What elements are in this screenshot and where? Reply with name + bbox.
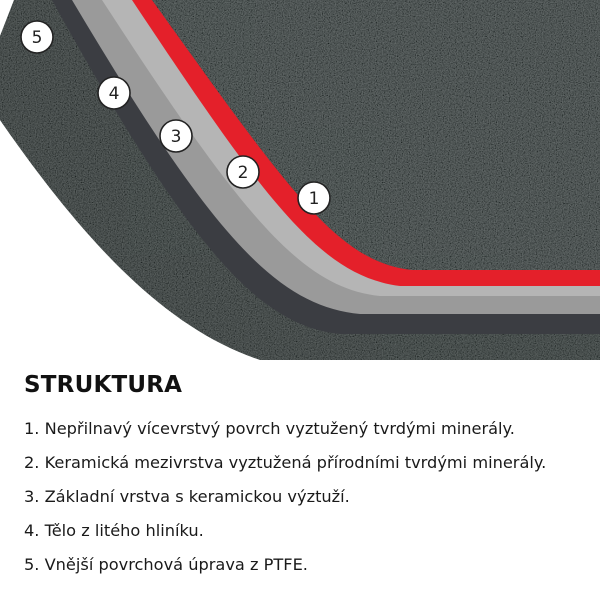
legend-item-3: 3. Základní vrstva s keramickou výztuží. xyxy=(24,487,350,506)
svg-text:5: 5 xyxy=(31,28,43,48)
layer-marker-2 xyxy=(227,156,259,188)
structure-legend xyxy=(24,372,594,582)
svg-text:1: 1 xyxy=(308,189,320,209)
layer-marker-4 xyxy=(98,77,130,109)
legend-item-1: 1. Nepřilnavý vícevrstvý povrch vyztužený tvrdými minerály. xyxy=(24,419,515,438)
svg-text:4: 4 xyxy=(108,84,120,104)
layer-marker-5 xyxy=(21,21,53,53)
layer-marker-3 xyxy=(160,120,192,152)
legend-item-5: 5. Vnější povrchová úprava z PTFE. xyxy=(24,555,308,574)
svg-text:2: 2 xyxy=(237,163,249,183)
layer-marker-1 xyxy=(298,182,330,214)
legend-item-4: 4. Tělo z litého hliníku. xyxy=(24,521,204,540)
svg-text:3: 3 xyxy=(170,127,182,147)
legend-title: STRUKTURA xyxy=(24,372,183,398)
legend-item-2: 2. Keramická mezivrstva vyztužená přírodními tvrdými minerály. xyxy=(24,453,547,472)
